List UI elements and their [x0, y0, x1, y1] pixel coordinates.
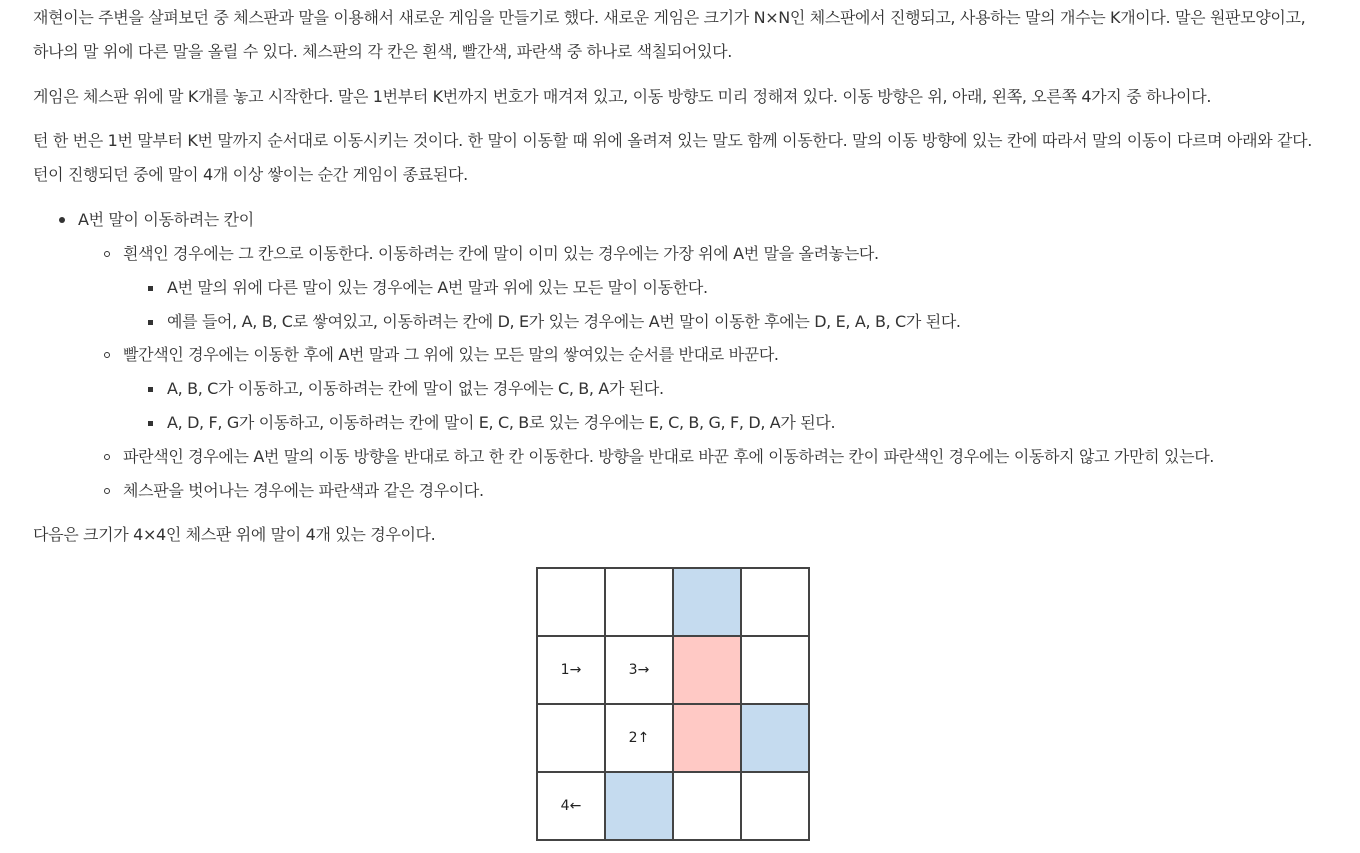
board-cell	[537, 704, 605, 772]
bullet-circle	[104, 454, 110, 460]
board-cell	[605, 568, 673, 636]
rule-white-detail-2: 예를 들어, A, B, C로 쌓여있고, 이동하려는 칸에 D, E가 있는 경우에는 A번 말이 이동한 후에는 D, E, A, B, C가 된다.	[167, 312, 961, 331]
paragraph-example: 다음은 크기가 4×4인 체스판 위에 말이 4개 있는 경우이다.	[33, 525, 436, 544]
board-cell	[741, 636, 809, 704]
rule-red-detail-2: A, D, F, G가 이동하고, 이동하려는 칸에 말이 E, C, B로 있는 경우에는 E, C, B, G, F, D, A가 된다.	[167, 413, 836, 432]
chess-board	[536, 567, 810, 841]
board-cell	[537, 636, 605, 704]
board-cell	[605, 704, 673, 772]
board-cell	[605, 772, 673, 840]
piece-label: 3→	[628, 662, 650, 678]
paragraph-setup: 게임은 체스판 위에 말 K개를 놓고 시작한다. 말은 1번부터 K번까지 번호가 매겨져 있고, 이동 방향도 미리 정해져 있다. 이동 방향은 위, 아래, 왼쪽, 오른쪽 4가지 중 하나이다.	[33, 87, 1212, 106]
rule-white: 흰색인 경우에는 그 칸으로 이동한다. 이동하려는 칸에 말이 이미 있는 경우에는 가장 위에 A번 말을 올려놓는다.	[123, 244, 879, 263]
piece-label: 4←	[560, 798, 582, 814]
rule-red: 빨간색인 경우에는 이동한 후에 A번 말과 그 위에 있는 모든 말의 쌓여있는 순서를 반대로 바꾼다.	[123, 345, 779, 364]
piece-label: 1→	[560, 662, 582, 678]
bullet-circle	[104, 488, 110, 494]
bullet-disc	[59, 217, 65, 223]
paragraph-intro: 재현이는 주변을 살펴보던 중 체스판과 말을 이용해서 새로운 게임을 만들기로 했다. 새로운 게임은 크기가 N×N인 체스판에서 진행되고, 사용하는 말의 개수는 K개이다. 말은 원판모양이고, 하나의 말 위에 다른 말을 올릴 수 있다. 체스판의 각 칸은 흰색, 빨간색, 파란색 중 하나로 색칠되어있다.	[33, 8, 1306, 61]
rule-red-detail-1: A, B, C가 이동하고, 이동하려는 칸에 말이 없는 경우에는 C, B, A가 된다.	[167, 379, 664, 398]
rule-outside: 체스판을 벗어나는 경우에는 파란색과 같은 경우이다.	[123, 481, 484, 500]
board-cell	[673, 704, 741, 772]
board-cell	[741, 704, 809, 772]
rule-white-detail-1: A번 말의 위에 다른 말이 있는 경우에는 A번 말과 위에 있는 모든 말이 이동한다.	[167, 278, 708, 297]
rule-item: A번 말이 이동하려는 칸이	[78, 210, 254, 229]
board-cell	[537, 772, 605, 840]
bullet-square	[148, 387, 153, 392]
bullet-circle	[104, 352, 110, 358]
bullet-square	[148, 421, 153, 426]
bullet-square	[148, 320, 153, 325]
bullet-circle	[104, 251, 110, 257]
board-cell	[537, 568, 605, 636]
rule-blue: 파란색인 경우에는 A번 말의 이동 방향을 반대로 하고 한 칸 이동한다. 방향을 반대로 바꾼 후에 이동하려는 칸이 파란색인 경우에는 이동하지 않고 가만히 있는다.	[123, 447, 1215, 466]
board-cell	[673, 636, 741, 704]
board-cell	[741, 568, 809, 636]
paragraph-turn: 턴 한 번은 1번 말부터 K번 말까지 순서대로 이동시키는 것이다. 한 말이 이동할 때 위에 올려져 있는 말도 함께 이동한다. 말의 이동 방향에 있는 칸에 따라서 말의 이동이 다르며 아래와 같다. 턴이 진행되던 중에 말이 4개 이상 쌓이는 순간 게임이 종료된다.	[33, 131, 1312, 184]
board-cell	[741, 772, 809, 840]
board-cell	[605, 636, 673, 704]
piece-label: 2↑	[628, 730, 650, 746]
board-cell	[673, 568, 741, 636]
board-cell	[673, 772, 741, 840]
bullet-square	[148, 286, 153, 291]
